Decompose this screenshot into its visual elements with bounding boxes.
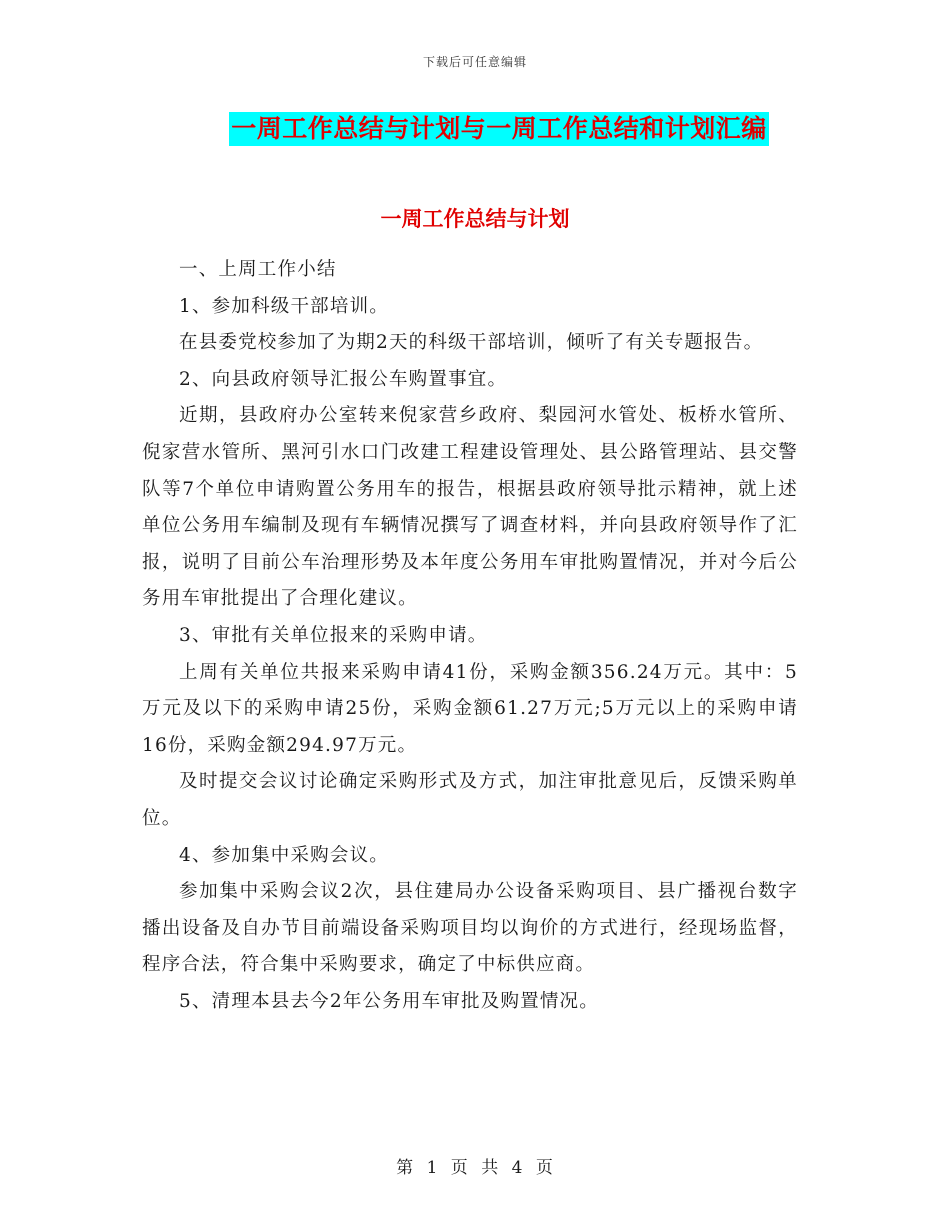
header-note: 下载后可任意编辑 <box>422 55 527 69</box>
section-title: 一周工作总结与计划 <box>380 206 570 231</box>
item-heading: 3、审批有关单位报来的采购申请。 <box>179 624 488 646</box>
item-heading: 4、参加集中采购会议。 <box>179 844 389 866</box>
section-heading: 一、上周工作小结 <box>179 259 337 280</box>
paragraph: 上周有关单位共报来采购申请41份，采购金额356.24万元。其中：5万元及以下的采购申请25份，采购金额61.27万元;5万元以上的采购申请16份，采购金额294.97万元。 <box>142 661 798 756</box>
paragraph: 参加集中采购会议2次，县住建局办公设备采购项目、县广播视台数字播出设备及自办节目前端设备采购项目均以询价的方式进行，经现场监督，程序合法，符合集中采购要求，确定了中标供应商。 <box>142 881 798 976</box>
main-title: 一周工作总结与计划与一周工作总结和计划汇编 <box>229 112 769 146</box>
item-heading: 1、参加科级干部培训。 <box>179 295 389 317</box>
paragraph: 近期，县政府办公室转来倪家营乡政府、梨园河水管处、板桥水管所、倪家营水管所、黑河引水口门改建工程建设管理处、县公路管理站、县交警队等7个单位申请购置公务用车的报告，根据县政府领导批示精神，就上述单位公务用车编制及现有车辆情况撰写了调查材料，并向县政府领导作了汇报，说明了目前公车治理形势及本年度公务用车审批购置情况，并对今后公务用车审批提出了合理化建议。 <box>142 405 798 610</box>
paragraph: 在县委党校参加了为期2天的科级干部培训，倾听了有关专题报告。 <box>179 332 764 354</box>
document-body <box>142 252 798 1020</box>
item-heading: 5、清理本县去今2年公务用车审批及购置情况。 <box>179 990 599 1012</box>
paragraph: 及时提交会议讨论确定采购形式及方式，加注审批意见后，反馈采购单位。 <box>142 771 798 829</box>
page-footer: 第 1 页 共 4 页 <box>396 1158 554 1178</box>
main-title-container <box>0 112 950 146</box>
item-heading: 2、向县政府领导汇报公车购置事宜。 <box>179 368 508 390</box>
